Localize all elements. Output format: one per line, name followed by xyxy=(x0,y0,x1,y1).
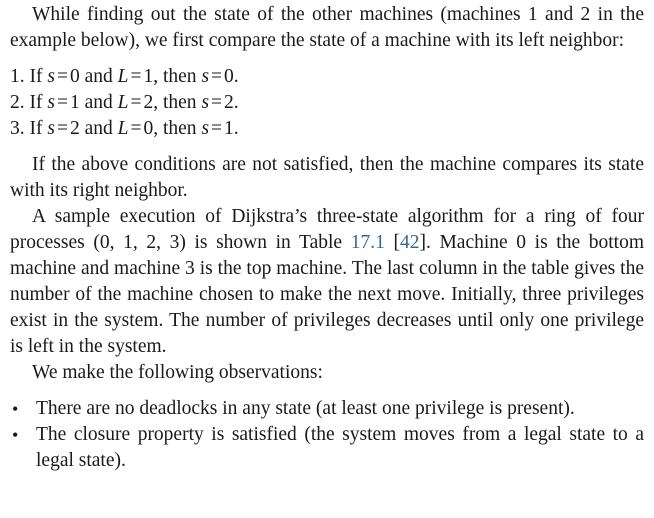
rule-then: then xyxy=(162,118,197,139)
sample-text: ]. Machine 0 is the bottom machine and machine 3 is the top machine. The last column in the table gives the number of the machine chosen to make the next move. Initially, three privileges exist in the system. The number of privileges decreases until only one privilege is left in the system. xyxy=(10,232,645,357)
spacer xyxy=(10,54,644,64)
observation-item xyxy=(10,422,644,474)
observation-text: There are no deadlocks in any state (at least one privilege is present). xyxy=(36,398,575,419)
table-reference-link[interactable]: 17.1 xyxy=(350,232,385,253)
document-page xyxy=(10,2,644,474)
spacer xyxy=(10,386,644,396)
observation-list xyxy=(10,396,644,474)
rule-value: 2. xyxy=(224,92,239,113)
rule-equals: = xyxy=(211,92,223,113)
rule-item xyxy=(10,64,644,90)
rule-value: 1. xyxy=(224,118,239,139)
rule-equals: = xyxy=(211,118,223,139)
rule-var: s xyxy=(47,66,55,87)
observations-intro: We make the following observations: xyxy=(32,362,323,383)
rule-value: 2, xyxy=(143,92,159,113)
rule-if: If xyxy=(29,118,43,139)
rule-and: and xyxy=(84,118,113,139)
rule-then: then xyxy=(162,66,197,87)
spacer xyxy=(10,142,644,152)
sample-paragraph xyxy=(10,204,644,360)
rule-list xyxy=(10,64,644,142)
rule-value: 0 xyxy=(69,66,80,87)
rule-value: 0. xyxy=(224,66,239,87)
observation-item xyxy=(10,396,644,422)
rule-value: 2 xyxy=(69,118,80,139)
rule-var: L xyxy=(117,66,129,87)
rule-equals: = xyxy=(56,118,68,139)
intro-paragraph: While finding out the state of the other machines (machines 1 and 2 in the example below), we first compare the state of a machine with its left neighbor: xyxy=(10,4,644,51)
sample-text: A sample execution of Dijkstra’s three-state algorithm for a ring of four processes (0, 1, 2, 3) is shown in Table xyxy=(10,206,644,253)
rule-then: then xyxy=(162,92,197,113)
rule-var: L xyxy=(117,92,129,113)
rule-number: 2. xyxy=(10,92,25,113)
rule-number: 1. xyxy=(10,66,25,87)
rule-equals: = xyxy=(211,66,223,87)
observation-text: The closure property is satisfied (the system moves from a legal state to a legal state). xyxy=(36,424,644,471)
rule-item xyxy=(10,116,644,142)
rule-if: If xyxy=(29,66,43,87)
rule-value: 1 xyxy=(69,92,80,113)
rule-and: and xyxy=(84,66,113,87)
rule-var: s xyxy=(201,66,210,87)
rule-var: s xyxy=(47,92,55,113)
rule-number: 3. xyxy=(10,118,25,139)
rule-equals: = xyxy=(56,66,68,87)
rule-var: s xyxy=(47,118,55,139)
rule-value: 0, xyxy=(143,118,159,139)
rule-if: If xyxy=(29,92,43,113)
rule-and: and xyxy=(84,92,113,113)
rule-equals: = xyxy=(130,118,142,139)
rule-equals: = xyxy=(130,92,142,113)
rule-var: s xyxy=(201,118,210,139)
fallback-paragraph: If the above conditions are not satisfied, then the machine compares its state with its right neighbor. xyxy=(10,154,644,201)
rule-value: 1, xyxy=(143,66,159,87)
rule-var: s xyxy=(201,92,210,113)
bullet-icon: • xyxy=(12,425,19,445)
sample-text: [ xyxy=(384,232,400,253)
rule-equals: = xyxy=(130,66,142,87)
citation-link[interactable]: 42 xyxy=(399,232,420,253)
rule-var: L xyxy=(117,118,129,139)
rule-item xyxy=(10,90,644,116)
rule-equals: = xyxy=(56,92,68,113)
bullet-icon: • xyxy=(12,399,19,419)
